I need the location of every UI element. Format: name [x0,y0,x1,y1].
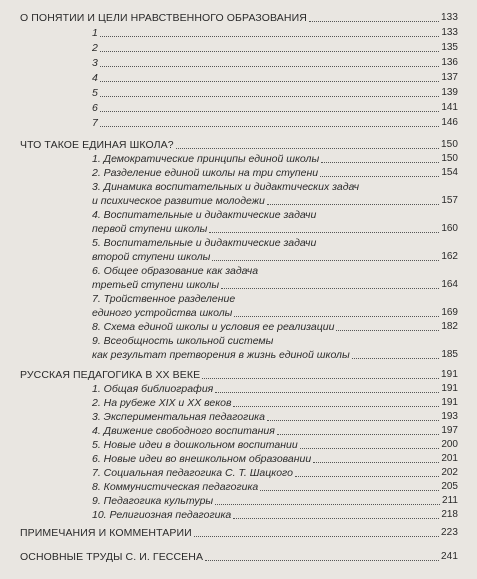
toc-page-number: 139 [441,87,458,98]
toc-page-number: 191 [441,383,458,394]
toc-item [0,102,477,114]
toc-section [0,369,477,381]
toc-page-number: 218 [441,509,458,520]
dot-leader [267,420,439,421]
toc-item [0,411,477,423]
toc-item [0,495,477,507]
toc-page-number: 191 [441,369,458,380]
toc-item [0,117,477,129]
toc-item-continuation [0,279,477,291]
toc-page-number: 146 [441,117,458,128]
toc-page-number: 169 [441,307,458,318]
toc-item-label: 7 [92,117,98,129]
dot-leader [100,96,439,97]
toc-item-label: 4. Воспитательные и дидактические задачи [92,209,317,221]
toc-item [0,335,477,347]
dot-leader [212,260,439,261]
toc-section [0,551,477,563]
toc-item-label: третьей ступени школы [92,279,220,291]
toc-item [0,87,477,99]
dot-leader [313,462,439,463]
toc-item-label: второй ступени школы [92,251,211,263]
toc-item-label: 6. Общее образование как задача [92,265,259,277]
toc-page-number: 200 [441,439,458,450]
toc-item [0,453,477,465]
dot-leader [100,126,439,127]
dot-leader [233,518,439,519]
toc-page-number: 141 [441,102,458,113]
dot-leader [100,66,439,67]
toc-item-label: 6. Новые идеи во внешкольном образовании [92,453,312,465]
dot-leader [300,448,440,449]
toc-section [0,527,477,539]
toc-page-number: 136 [441,57,458,68]
toc-page-number: 150 [441,139,458,150]
toc-item [0,72,477,84]
dot-leader [209,232,439,233]
dot-leader [194,536,439,537]
dot-leader [309,21,439,22]
toc-page-number: 154 [441,167,458,178]
toc-item [0,181,477,193]
toc-section-title: РУССКАЯ ПЕДАГОГИКА В XX ВЕКЕ [20,369,201,381]
toc-section [0,139,477,151]
toc-item-label: 3. Экспериментальная педагогика [92,411,265,423]
dot-leader [234,316,439,317]
toc-item-continuation [0,223,477,235]
toc-page-number: 133 [441,27,458,38]
toc-item-label: 8. Коммунистическая педагогика [92,481,259,493]
toc-page-number: 160 [441,223,458,234]
toc-item-label: 2. На рубеже XIX и XX веков [92,397,232,409]
toc-page-number: 202 [441,467,458,478]
dot-leader [205,560,439,561]
toc-page-number: 150 [441,153,458,164]
toc-page-number: 133 [441,12,458,23]
toc-item [0,425,477,437]
toc-item [0,509,477,521]
toc-item [0,439,477,451]
toc-item-label: 5. Воспитательные и дидактические задачи [92,237,317,249]
dot-leader [321,162,439,163]
toc-item-label: 1. Демократические принципы единой школы [92,153,320,165]
dot-leader [277,434,440,435]
toc-item-label: 6 [92,102,98,114]
dot-leader [260,490,439,491]
dot-leader [336,330,439,331]
toc-item-label: 10. Религиозная педагогика [92,509,232,521]
toc-page-number: 185 [441,349,458,360]
toc-item-continuation [0,195,477,207]
dot-leader [100,36,439,37]
toc-section-title: ПРИМЕЧАНИЯ И КОММЕНТАРИИ [20,527,192,539]
dot-leader [352,358,440,359]
toc-item-label: 7. Социальная педагогика С. Т. Шацкого [92,467,293,479]
toc-page-number: 157 [441,195,458,206]
toc-page-number: 193 [441,411,458,422]
toc-item-label: 5. Новые идеи в дошкольном воспитании [92,439,298,451]
toc-page-number: 201 [441,453,458,464]
toc-item-label: 3. Динамика воспитательных и дидактических задач [92,181,360,193]
toc-page-number: 182 [441,321,458,332]
toc-section-title: О ПОНЯТИИ И ЦЕЛИ НРАВСТВЕННОГО ОБРАЗОВАНИЯ [20,12,307,24]
dot-leader [100,111,439,112]
toc-section [0,12,477,24]
toc-item-label: 9. Всеобщность школьной системы [92,335,274,347]
toc-page-number: 197 [441,425,458,436]
toc-item-label: 7. Тройственное разделение [92,293,236,305]
toc-item-label: 8. Схема единой школы и условия ее реализации [92,321,335,333]
toc-page-number: 162 [441,251,458,262]
toc-item-label: 4. Движение свободного воспитания [92,425,275,437]
toc-item-label: единого устройства школы [92,307,233,319]
dot-leader [202,378,439,379]
toc-item [0,481,477,493]
toc-item [0,397,477,409]
dot-leader [221,288,439,289]
dot-leader [320,176,439,177]
toc-item-continuation [0,307,477,319]
toc-section-title: ОСНОВНЫЕ ТРУДЫ С. И. ГЕССЕНА [20,551,204,563]
dot-leader [176,148,439,149]
dot-leader [233,406,439,407]
toc-item [0,321,477,333]
toc-item-label: 4 [92,72,98,84]
toc-item [0,265,477,277]
toc-item-label: 1 [92,27,98,39]
toc-page-number: 135 [441,42,458,53]
toc-page-number: 211 [442,495,458,506]
toc-item-label: и психическое развитие молодежи [92,195,265,207]
dot-leader [215,504,440,505]
toc-item [0,237,477,249]
toc-item-label: 9. Педагогика культуры [92,495,214,507]
toc-item [0,153,477,165]
toc-page-number: 191 [441,397,458,408]
toc-item-label: 2. Разделение единой школы на три ступени [92,167,319,179]
toc-page-number: 205 [441,481,458,492]
dot-leader [100,51,439,52]
toc-item-continuation [0,251,477,263]
toc-item-continuation [0,349,477,361]
dot-leader [295,476,439,477]
toc-item-label: 5 [92,87,98,99]
toc-item [0,467,477,479]
toc-item [0,293,477,305]
toc-item-label: как результат претворения в жизнь единой школы [92,349,350,361]
toc-item-label: первой ступени школы [92,223,208,235]
toc-item-label: 3 [92,57,98,69]
toc-page-number: 164 [441,279,458,290]
toc-item [0,57,477,69]
dot-leader [215,392,439,393]
toc-item [0,383,477,395]
toc-item-label: 2 [92,42,98,54]
toc-item [0,209,477,221]
dot-leader [100,81,439,82]
toc-item [0,167,477,179]
toc-page-number: 241 [441,551,458,562]
toc-page-number: 137 [441,72,458,83]
dot-leader [267,204,439,205]
toc-item-label: 1. Общая библиография [92,383,214,395]
toc-item [0,42,477,54]
toc-page-number: 223 [441,527,458,538]
toc-item [0,27,477,39]
toc-section-title: ЧТО ТАКОЕ ЕДИНАЯ ШКОЛА? [20,139,174,151]
